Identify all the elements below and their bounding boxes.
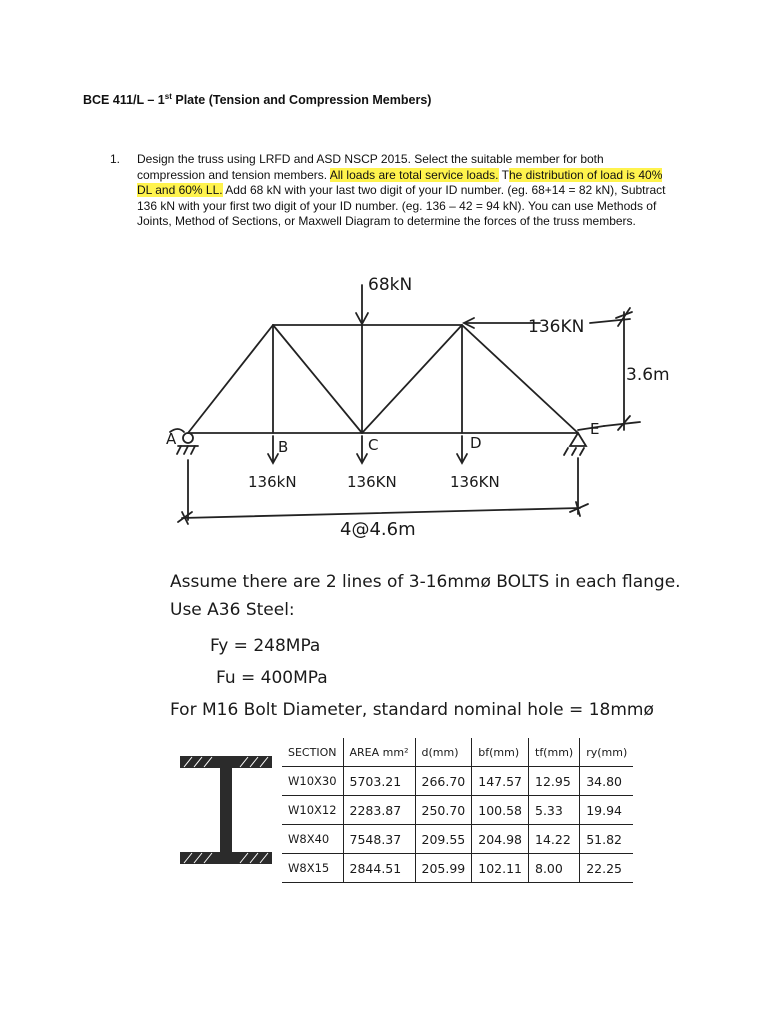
label-136kn-horizontal: 136KN: [528, 317, 585, 337]
support-a: [183, 433, 193, 443]
load-b-label: 136kN: [248, 473, 297, 491]
section-properties-table: [282, 738, 633, 883]
diagonal-left: [273, 325, 362, 433]
table-row: W10X12 2283.87 250.70 100.58 5.33 19.94: [282, 796, 633, 825]
node-c-label: C: [368, 436, 379, 454]
header-ry: ry(mm): [580, 738, 634, 767]
member-a-top: [188, 325, 273, 433]
member-e-top: [462, 325, 578, 433]
header-section: SECTION: [282, 738, 343, 767]
note-fu: Fu = 400MPa: [216, 668, 328, 688]
header-d: d(mm): [415, 738, 472, 767]
highlight-load-distribution: he distribution of load is 40% DL and 60% LL.: [137, 167, 663, 198]
support-e: [570, 433, 586, 446]
problem-number: 1.: [110, 152, 121, 166]
table-header-row: [282, 738, 633, 767]
load-c-label: 136KN: [347, 473, 397, 491]
load-d-label: 136KN: [450, 473, 500, 491]
note-bolts: Assume there are 2 lines of 3-16mmø BOLTS in each flange.: [170, 572, 681, 592]
note-hole: For M16 Bolt Diameter, standard nominal hole = 18mmø: [170, 700, 654, 720]
table-row: W10X30 5703.21 266.70 147.57 12.95 34.80: [282, 767, 633, 796]
span-dimension: [182, 508, 580, 518]
span-label: 4@4.6m: [340, 519, 416, 540]
node-d-label: D: [470, 434, 482, 452]
label-height: 3.6m: [626, 365, 670, 385]
node-b-label: B: [278, 438, 289, 456]
table-row: W8X15 2844.51 205.99 102.11 8.00 22.25: [282, 854, 633, 883]
label-68kn: 68kN: [368, 275, 413, 295]
header-bf: bf(mm): [472, 738, 529, 767]
node-e-label: E: [590, 420, 600, 438]
problem-text: Design the truss using LRFD and ASD NSCP 2015. Select the suitable member for both compression and tension members. All loads are total service loads. The distribution of load is 40% DL and 60% LL. Add 68 kN with your last two digit of your ID number. (eg. 68+14 = 82 kN), Subtract 136 kN with your first two digit of your ID number. (eg. 136 – 42 = 94 kN). You can use Methods of Joints, Method of Sections, or Maxwell Diagram to determine the forces of the truss members.: [137, 152, 666, 229]
header-area: AREA mm²: [343, 738, 415, 767]
diagonal-right: [362, 325, 462, 433]
i-beam-icon: [180, 756, 276, 866]
node-a-label: A: [166, 430, 177, 448]
table-row: W8X40 7548.37 209.55 204.98 14.22 51.82: [282, 825, 633, 854]
note-steel: Use A36 Steel:: [170, 600, 295, 620]
document-title: BCE 411/L – 1st Plate (Tension and Compression Members): [83, 92, 432, 108]
header-tf: tf(mm): [529, 738, 580, 767]
note-fy: Fy = 248MPa: [210, 636, 321, 656]
highlight-service-loads: All loads are total service loads.: [329, 167, 499, 182]
